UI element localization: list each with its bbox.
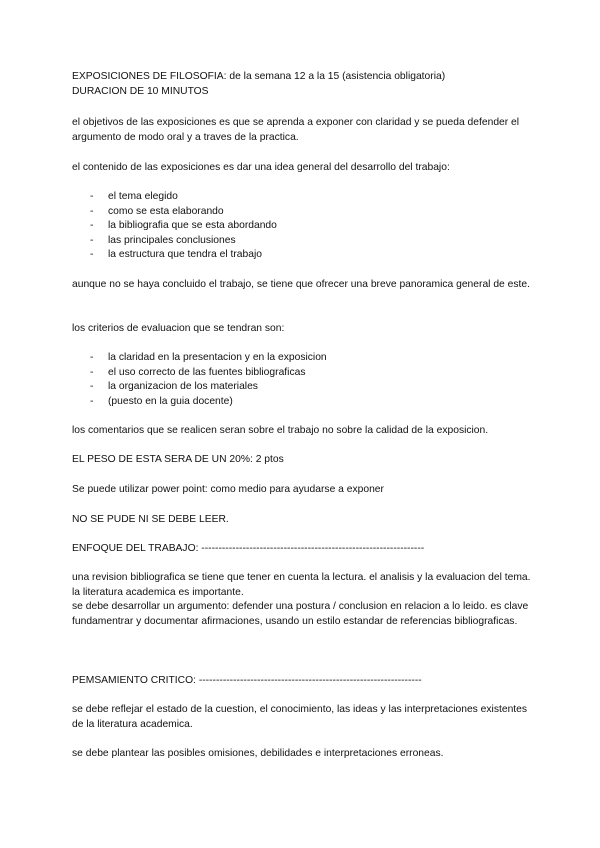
objective-paragraph: el objetivos de las exposiciones es que se aprenda a exponer con claridad y se pueda defender el argumento de modo oral y a traves de la practica. [72,117,520,143]
content-list [90,190,510,263]
criteria-intro: los criterios de evaluacion que se tendran son: [72,323,285,334]
list-item: - la claridad en la presentacion y en la exposicion [90,351,510,366]
enfoque-line: se debe desarrollar un argumento: defender una postura / conclusion en relacion a lo leido. es clave fundamentrar y documentar afirmaciones, usando un estilo estandar de referencias bibliograficas. [72,601,529,627]
header-duration: DURACION DE 10 MINUTOS [72,85,209,97]
list-item: - la bibliografia que se esta abordando [90,219,510,234]
list-item: - las principales conclusiones [90,234,510,249]
list-item: - el uso correcto de las fuentes bibliograficas [90,366,510,381]
pensamiento-paragraph-1: se debe reflejar el estado de la cuestion, el conocimiento, las ideas y las interpretaciones existentes de la literatura academica. [72,704,528,730]
list-item: - el tema elegido [90,190,510,205]
header-title: EXPOSICIONES DE FILOSOFIA: de la semana 12 a la 15 (asistencia obligatoria) [72,71,446,82]
criteria-list [90,351,510,409]
page-header [72,70,534,99]
list-item: - (puesto en la guia docente) [90,395,510,410]
pensamiento-paragraph-2: se debe plantear las posibles omisiones, debilidades e interpretaciones erroneas. [72,748,444,759]
enfoque-heading [72,542,534,557]
panorama-paragraph: aunque no se haya concluido el trabajo, se tiene que ofrecer una breve panoramica general de este. [72,279,530,290]
enfoque-body [72,571,534,629]
enfoque-heading-text: ENFOQUE DEL TRABAJO: ----------------------------------------------------------------- [72,543,425,554]
enfoque-line: la literatura academica es importante. [72,586,244,598]
comments-paragraph: los comentarios que se realicen seran sobre el trabajo no sobre la calidad de la exposicion. [72,425,489,436]
content-intro: el contenido de las exposiciones es dar una idea general del desarrollo del trabajo: [72,162,450,173]
list-item: - como se esta elaborando [90,205,510,220]
enfoque-line: una revision bibliografica se tiene que tener en cuenta la lectura. el analisis y la evaluacion del tema. [72,572,531,583]
pensamiento-heading [72,674,534,689]
no-read-line: NO SE PUDE NI SE DEBE LEER. [72,514,229,525]
list-item: - la organizacion de los materiales [90,380,510,395]
powerpoint-line: Se puede utilizar power point: como medio para ayudarse a exponer [72,484,384,495]
weight-line: EL PESO DE ESTA SERA DE UN 20%: 2 ptos [72,454,284,465]
pensamiento-heading-text: PEMSAMIENTO CRITICO: ----------------------------------------------------------------- [72,675,422,686]
list-item: - la estructura que tendra el trabajo [90,248,510,263]
